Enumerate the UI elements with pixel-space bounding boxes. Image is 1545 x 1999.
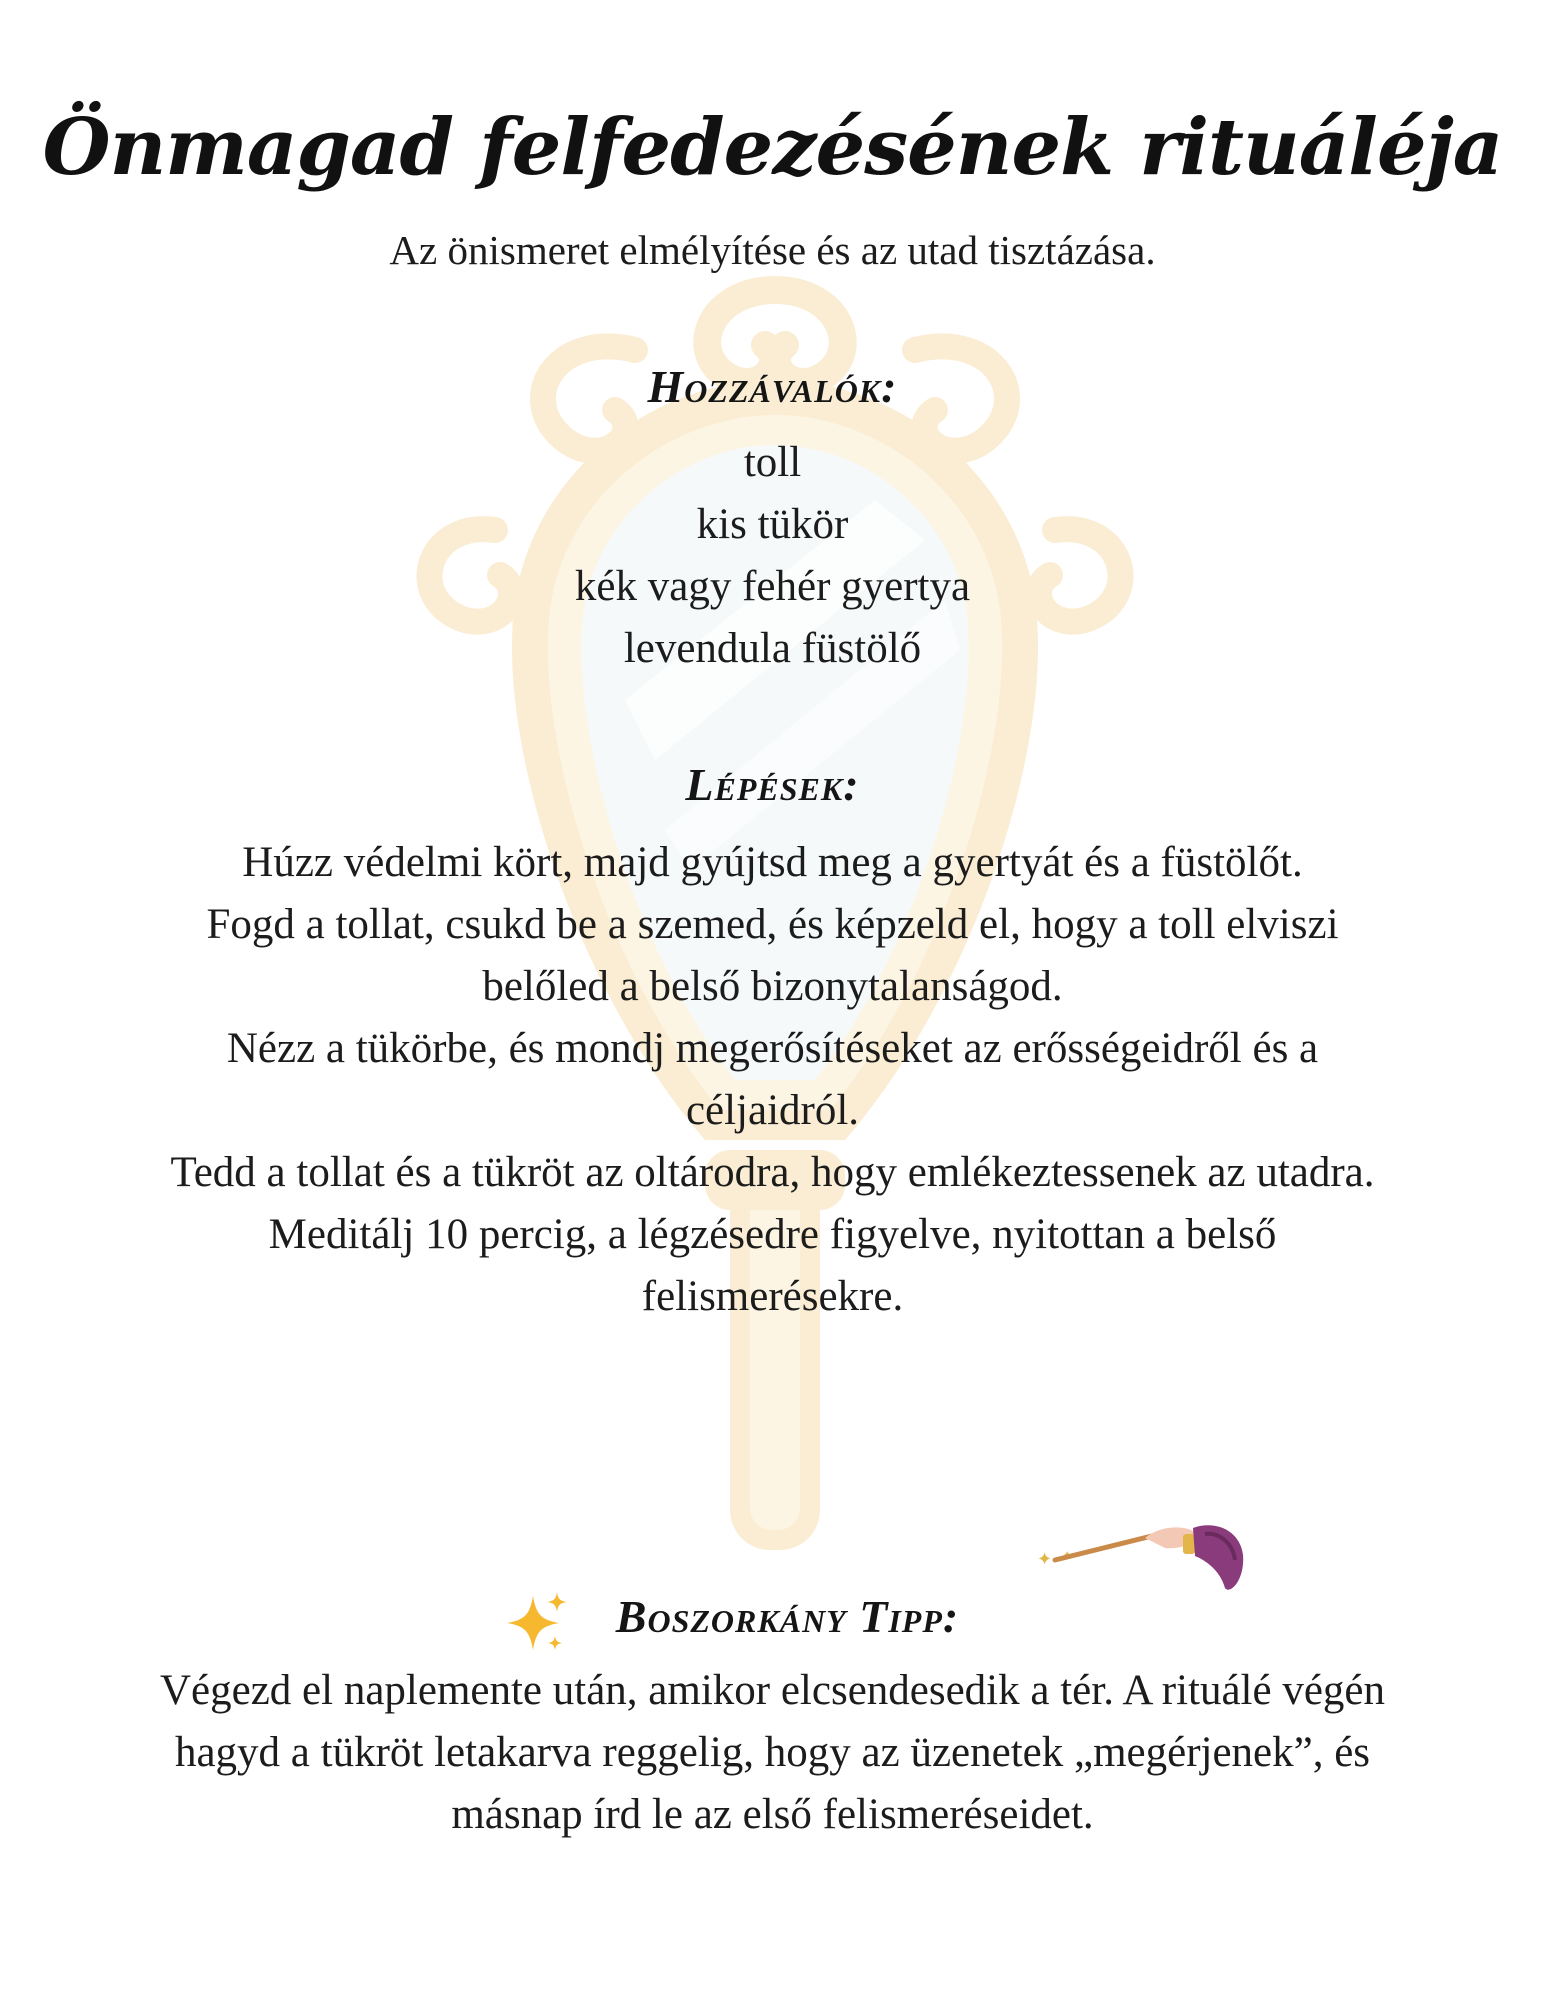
page-title: Önmagad felfedezésének rituáléja — [42, 102, 1503, 193]
svg-text:✦: ✦ — [1037, 1549, 1053, 1570]
step-item: Meditálj 10 percig, a légzésedre figyelve, nyitottan a belső felismerésekre. — [268, 1211, 1277, 1320]
step-item: Fogd a tollat, csukd be a szemed, és képzeld el, hogy a toll elviszi belőled a belső bizonytalanságod. — [206, 901, 1339, 1010]
steps-heading: Lépések: — [685, 759, 860, 810]
ingredients-list — [0, 432, 1545, 680]
ingredients-heading: Hozzávalók: — [647, 361, 898, 412]
tip-heading: Boszorkány Tipp: — [615, 1591, 960, 1642]
step-item: Tedd a tollat és a tükröt az oltárodra, hogy emlékeztessenek az utadra. — [170, 1149, 1375, 1196]
ingredient-item: toll — [743, 439, 802, 486]
step-item: Nézz a tükörbe, és mondj megerősítéseket az erősségeidről és a céljaidról. — [226, 1025, 1319, 1134]
page-subtitle: Az önismeret elmélyítése és az utad tisztázása. — [389, 227, 1156, 273]
ingredient-item: kis tükör — [696, 501, 849, 548]
step-item: Húzz védelmi kört, majd gyújtsd meg a gyertyát és a füstölőt. — [242, 839, 1303, 886]
magic-wand-icon — [1035, 1520, 1250, 1630]
steps-list — [140, 832, 1405, 1328]
ingredient-item: kék vagy fehér gyertya — [574, 563, 971, 610]
ingredient-item: levendula füstölő — [623, 625, 922, 672]
tip-text: Végezd el naplemente után, amikor elcsendesedik a tér. A rituálé végén hagyd a tükröt letakarva reggelig, hogy az üzenetek „megérjenek”, és másnap írd le az első felismeréseidet. — [159, 1667, 1386, 1838]
